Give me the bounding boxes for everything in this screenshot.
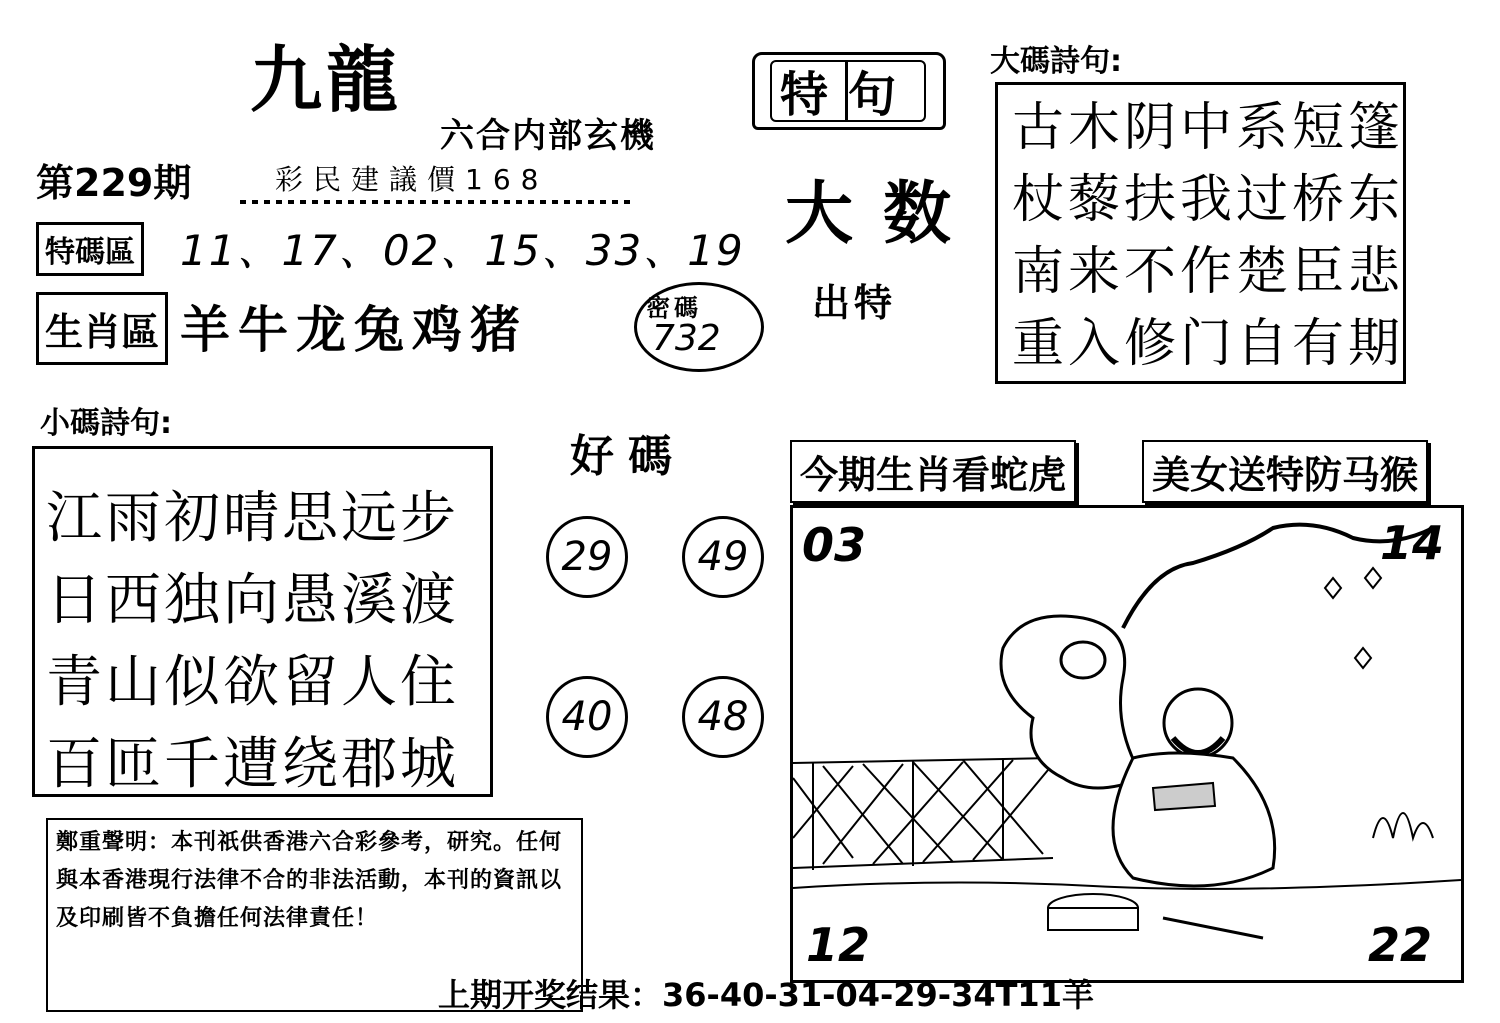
scroll-label: 特句: [779, 67, 916, 123]
zodiac-tip: 今期生肖看蛇虎: [790, 440, 1076, 503]
beauty-tip: 美女送特防马猴: [1142, 440, 1428, 503]
small-poem-line: 青山似欲留人住: [46, 650, 459, 715]
secret-code-label: 密碼: [646, 294, 702, 322]
number-ball: 29: [546, 516, 628, 598]
special-zone-label: 特碼區: [36, 222, 144, 276]
number-ball: 40: [546, 676, 628, 758]
number-ball: 48: [682, 676, 764, 758]
corner-number: 03: [802, 518, 867, 572]
zodiac-zone-animals: 羊牛龙兔鸡猪: [180, 301, 528, 359]
last-result: 上期开奖结果：36-40-31-04-29-34T11羊: [438, 976, 1094, 1014]
big-poem-line: 南来不作楚臣悲: [1012, 242, 1405, 302]
big-poem-line: 杖藜扶我过桥东: [1012, 170, 1405, 230]
big-number-heading: 大数: [785, 175, 982, 254]
number-ball: 49: [682, 516, 764, 598]
small-poem-line: 日西独向愚溪渡: [46, 568, 459, 633]
secret-code-number: 732: [652, 318, 721, 359]
special-zone-numbers: 11、17、02、15、33、19: [180, 226, 745, 275]
small-poem-lines: [46, 478, 459, 806]
zodiac-zone-label: 生肖區: [36, 292, 168, 365]
illustration-drawing: [793, 508, 1461, 980]
issue-number: 第229期: [36, 161, 192, 205]
big-poem-line: 古木阴中系短篷: [1012, 98, 1405, 158]
corner-number: 22: [1368, 918, 1433, 972]
small-poem-line: 江雨初晴思远步: [46, 486, 459, 551]
big-poem-line: 重入修门自有期: [1012, 314, 1405, 374]
good-numbers-label: 好碼: [570, 431, 686, 482]
corner-number: 14: [1380, 516, 1445, 570]
price-divider: [240, 200, 635, 204]
big-poem-lines: [1012, 92, 1404, 380]
big-poem-label: 大碼詩句:: [990, 44, 1122, 79]
out-special-text: 出特: [812, 281, 897, 325]
price-text: 彩民建議價168: [275, 163, 549, 196]
small-poem-label: 小碼詩句:: [40, 406, 172, 441]
illustration-panel: [790, 505, 1464, 983]
page-title: 九龍: [250, 38, 403, 122]
disclaimer-text: 鄭重聲明：本刊祇供香港六合彩參考，研究。任何與本香港現行法律不合的非法活動，本刊的資訊以及印刷皆不負擔任何法律責任！: [56, 830, 563, 931]
small-poem-line: 百匝千遭绕郡城: [46, 732, 459, 797]
corner-number: 12: [806, 918, 871, 972]
page-subtitle: 六合内部玄機: [440, 116, 656, 156]
